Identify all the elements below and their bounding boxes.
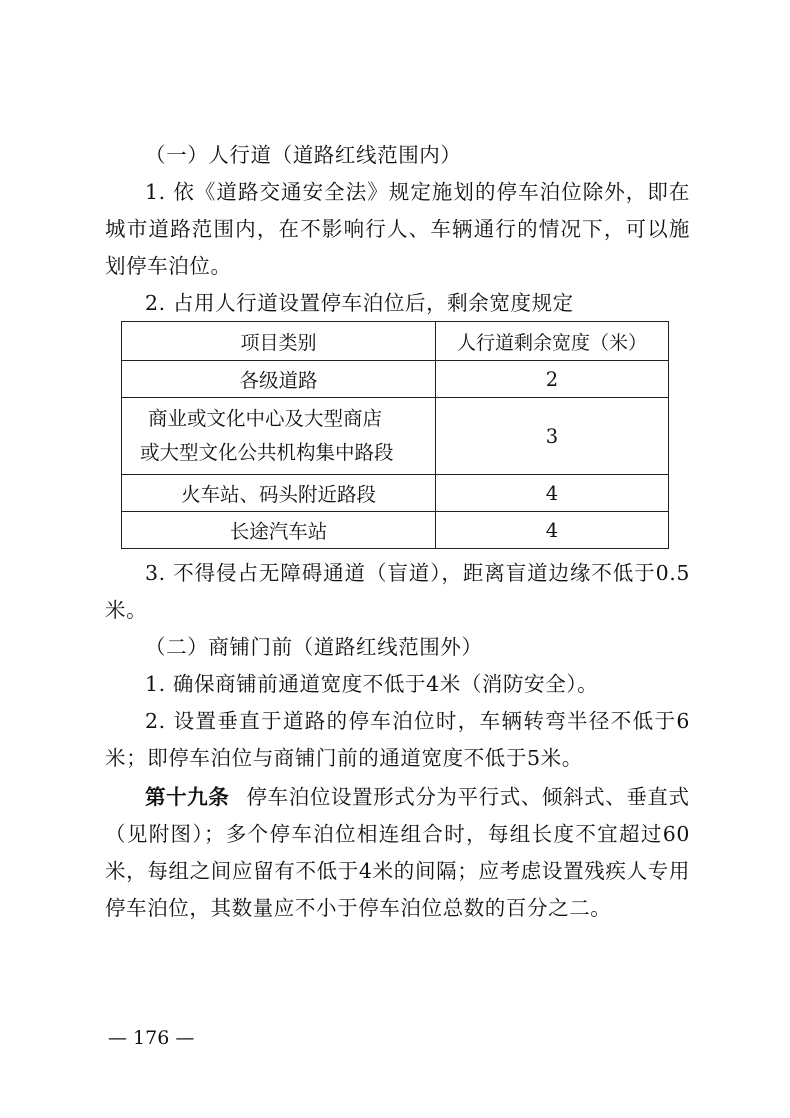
- table-row: [122, 361, 669, 398]
- table-row: [122, 512, 669, 549]
- s1-para3-line2: 米。: [105, 598, 148, 622]
- s1-para2: 2. 占用人行道设置停车泊位后，剩余宽度规定: [145, 291, 574, 315]
- table-cell-category-line1: 商业或文化中心及大型商店: [148, 407, 383, 430]
- article-19-line2: [105, 820, 690, 848]
- section-2-title: （二）商铺门前（道路红线范围外）: [145, 635, 483, 659]
- s1-para1-line3: 划停车泊位。: [105, 254, 232, 278]
- article-19-line4: 停车泊位，其数量应不小于停车泊位总数的百分之二。: [105, 896, 612, 920]
- article-19-line1: [145, 783, 690, 811]
- s1-para1-line2-text: 城市道路范围内，在不影响行人、车辆通行的情况下，可以施: [105, 217, 690, 241]
- s1-para1-line2: [105, 215, 690, 243]
- table-header-category: 项目类别: [122, 322, 436, 361]
- table-header-row: [122, 322, 669, 361]
- table-row: [122, 475, 669, 512]
- table-cell-category: 火车站、码头附近路段: [122, 475, 436, 512]
- table-cell-width: 2: [436, 361, 669, 398]
- table-cell-width: 4: [436, 512, 669, 549]
- table-header-width: 人行道剩余宽度（米）: [436, 322, 669, 361]
- s1-para3-line1-text: 3. 不得侵占无障碍通道（盲道），距离盲道边缘不低于0.5: [145, 561, 690, 585]
- sidewalk-width-table: [121, 321, 669, 549]
- s1-para3-line1: [145, 559, 690, 587]
- article-19-line1-text: 停车泊位设置形式分为平行式、倾斜式、垂直式: [246, 785, 690, 809]
- table-cell-category: 长途汽车站: [122, 512, 436, 549]
- table-cell-width: 4: [436, 475, 669, 512]
- article-19-line2-text: （见附图）；多个停车泊位相连组合时，每组长度不宜超过60: [105, 822, 690, 846]
- article-19-line3-text: 米，每组之间应留有不低于4米的间隔；应考虑设置残疾人专用: [105, 859, 690, 883]
- article-19-heading: 第十九条: [145, 785, 230, 809]
- s1-para1-line1-text: 1. 依《道路交通安全法》规定施划的停车泊位除外，即在: [145, 180, 690, 204]
- article-19-line3: [105, 857, 690, 885]
- page-number: — 176 —: [108, 1027, 195, 1049]
- table-cell-category-line2: 或大型文化公共机构集中路段: [140, 441, 394, 464]
- table-cell-category: [122, 398, 436, 475]
- s2-para2-line1: [145, 707, 690, 735]
- section-1-title: （一）人行道（道路红线范围内）: [145, 143, 462, 167]
- s1-para1-line1: [145, 178, 690, 206]
- s2-para2-line1-text: 2. 设置垂直于道路的停车泊位时，车辆转弯半径不低于6: [145, 709, 690, 733]
- s2-para1: 1. 确保商铺前通道宽度不低于4米（消防安全）。: [145, 672, 599, 696]
- table-cell-width: 3: [436, 398, 669, 475]
- table-cell-category: 各级道路: [122, 361, 436, 398]
- table-row: [122, 398, 669, 475]
- s2-para2-line2: 米；即停车泊位与商铺门前的通道宽度不低于5米。: [105, 746, 583, 770]
